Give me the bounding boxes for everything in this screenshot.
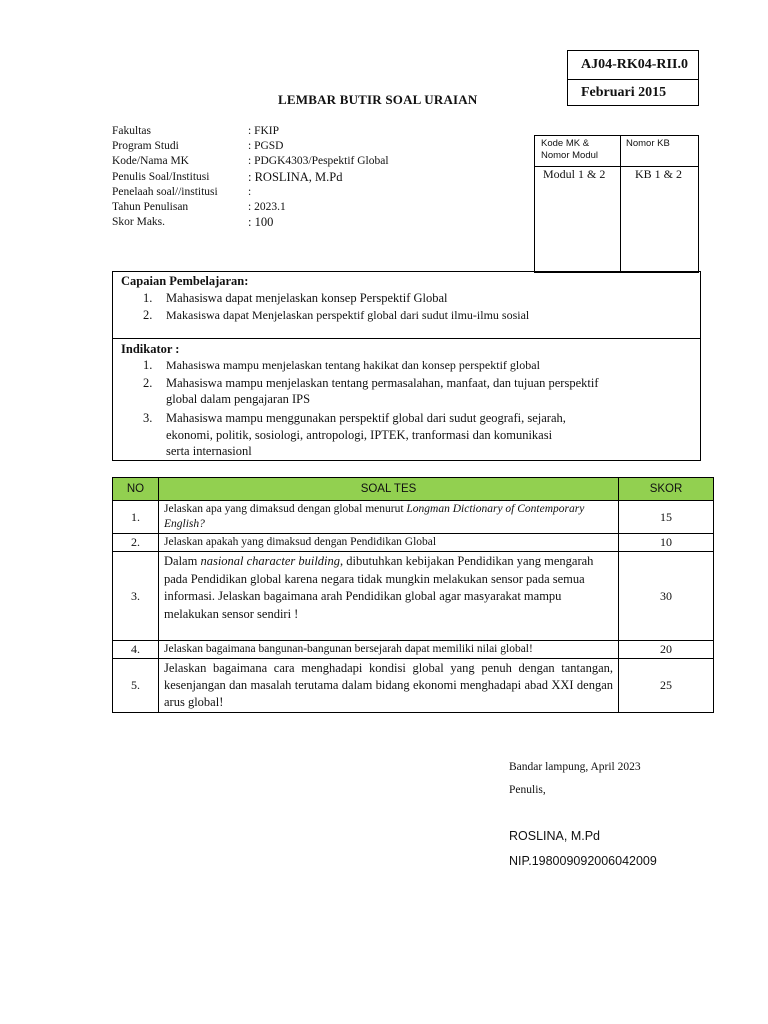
table-row: [113, 552, 714, 641]
indikator-heading: Indikator :: [121, 342, 180, 356]
module-value: Modul 1 & 2: [543, 167, 606, 181]
document-date-box: Februari 2015: [567, 79, 699, 106]
header-soal: SOAL TES: [159, 478, 619, 501]
signature-role: Penulis,: [509, 784, 546, 796]
table-row: [113, 641, 714, 659]
indikator-item-cont: global dalam pengajaran IPS: [166, 392, 311, 406]
signature-name: ROSLINA, M.Pd: [509, 829, 600, 843]
kb-number-header: Nomor KB: [626, 138, 670, 149]
info-value: : 100: [248, 215, 274, 230]
learning-outcomes-box: [112, 271, 701, 461]
capaian-item: Mahasiswa dapat menjelaskan konsep Perspektif Global: [166, 291, 448, 305]
indikator-item-cont: serta internasionl: [166, 444, 252, 458]
info-label: Program Studi: [112, 140, 179, 153]
score-value: 20: [619, 641, 714, 659]
header-no: NO: [113, 478, 159, 501]
info-value: : PGSD: [248, 140, 284, 153]
table-row: [113, 534, 714, 552]
info-value: :: [248, 185, 252, 198]
row-number: 5.: [113, 659, 159, 713]
indikator-number: 3.: [143, 411, 153, 425]
table-row: [113, 501, 714, 534]
score-value: 15: [619, 501, 714, 534]
question-text: Jelaskan bagaimana cara menghadapi kondisi global yang penuh dengan tantangan, kesenjangan dan masalah terutama dalam bidang ekonomi menghadapi abad XXI dengan arus global!: [159, 659, 619, 713]
signature-nip: NIP.198009092006042009: [509, 854, 657, 868]
indikator-item: Mahasiswa mampu menjelaskan tentang permasalahan, manfaat, dan tujuan perspektif: [166, 376, 599, 390]
row-number: 4.: [113, 641, 159, 659]
row-number: 3.: [113, 552, 159, 641]
module-kb-box: [534, 135, 699, 273]
module-code-header: Kode MK & Nomor Modul: [541, 138, 599, 161]
info-value: : FKIP: [248, 125, 279, 137]
question-text: Jelaskan bagaimana bangunan-bangunan bersejarah dapat memiliki nilai global!: [159, 641, 619, 659]
row-number: 2.: [113, 534, 159, 552]
indikator-item: Mahasiswa mampu menggunakan perspektif global dari sudut geografi, sejarah,: [166, 411, 566, 425]
header-skor: SKOR: [619, 478, 714, 501]
row-number: 1.: [113, 501, 159, 534]
page-title: LEMBAR BUTIR SOAL URAIAN: [278, 92, 478, 107]
score-value: 25: [619, 659, 714, 713]
kb-value: KB 1 & 2: [635, 167, 683, 181]
indikator-item: Mahasiswa mampu menjelaskan tentang hakikat dan konsep perspektif global: [166, 358, 540, 372]
table-header-row: [113, 478, 714, 501]
indikator-number: 2.: [143, 376, 153, 390]
capaian-heading: Capaian Pembelajaran:: [121, 274, 249, 288]
document-code-box: AJ04-RK04-RII.0: [567, 50, 699, 80]
question-text: Jelaskan apakah yang dimaksud dengan Pendidikan Global: [159, 534, 619, 552]
capaian-number: 2.: [143, 308, 153, 322]
info-label: Kode/Nama MK: [112, 155, 189, 168]
score-value: 10: [619, 534, 714, 552]
indikator-item-cont: ekonomi, politik, sosiologi, antropologi, IPTEK, tranformasi dan komunikasi: [166, 428, 553, 442]
indikator-number: 1.: [143, 358, 153, 372]
question-table: [112, 477, 714, 713]
info-label: Tahun Penulisan: [112, 200, 189, 213]
info-value: : ROSLINA, M.Pd: [248, 169, 343, 184]
score-value: 30: [619, 552, 714, 641]
question-text: Jelaskan apa yang dimaksud dengan global menurut Longman Dictionary of Contemporary English?: [159, 501, 619, 534]
info-value: : PDGK4303/Pespektif Global: [248, 155, 389, 168]
capaian-number: 1.: [143, 291, 153, 305]
info-label: Penulis Soal/Institusi: [112, 170, 210, 183]
info-label: Penelaah soal//institusi: [112, 185, 218, 198]
info-label: Skor Maks.: [112, 216, 166, 229]
table-row: [113, 659, 714, 713]
signature-place-date: Bandar lampung, April 2023: [509, 761, 641, 773]
info-label: Fakultas: [112, 125, 151, 137]
question-text: Dalam nasional character building, dibutuhkan kebijakan Pendidikan yang mengarah pada Pendidikan global karena negara tidak mungkin melakukan sensor pada semua informasi. Jelaskan bagaimana arah Pendidikan global agar masyarakat mampu melakukan sensor sendiri !: [159, 552, 619, 641]
capaian-item: Makasiswa dapat Menjelaskan perspektif global dari sudut ilmu-ilmu sosial: [166, 308, 530, 322]
info-value: : 2023.1: [248, 200, 286, 213]
